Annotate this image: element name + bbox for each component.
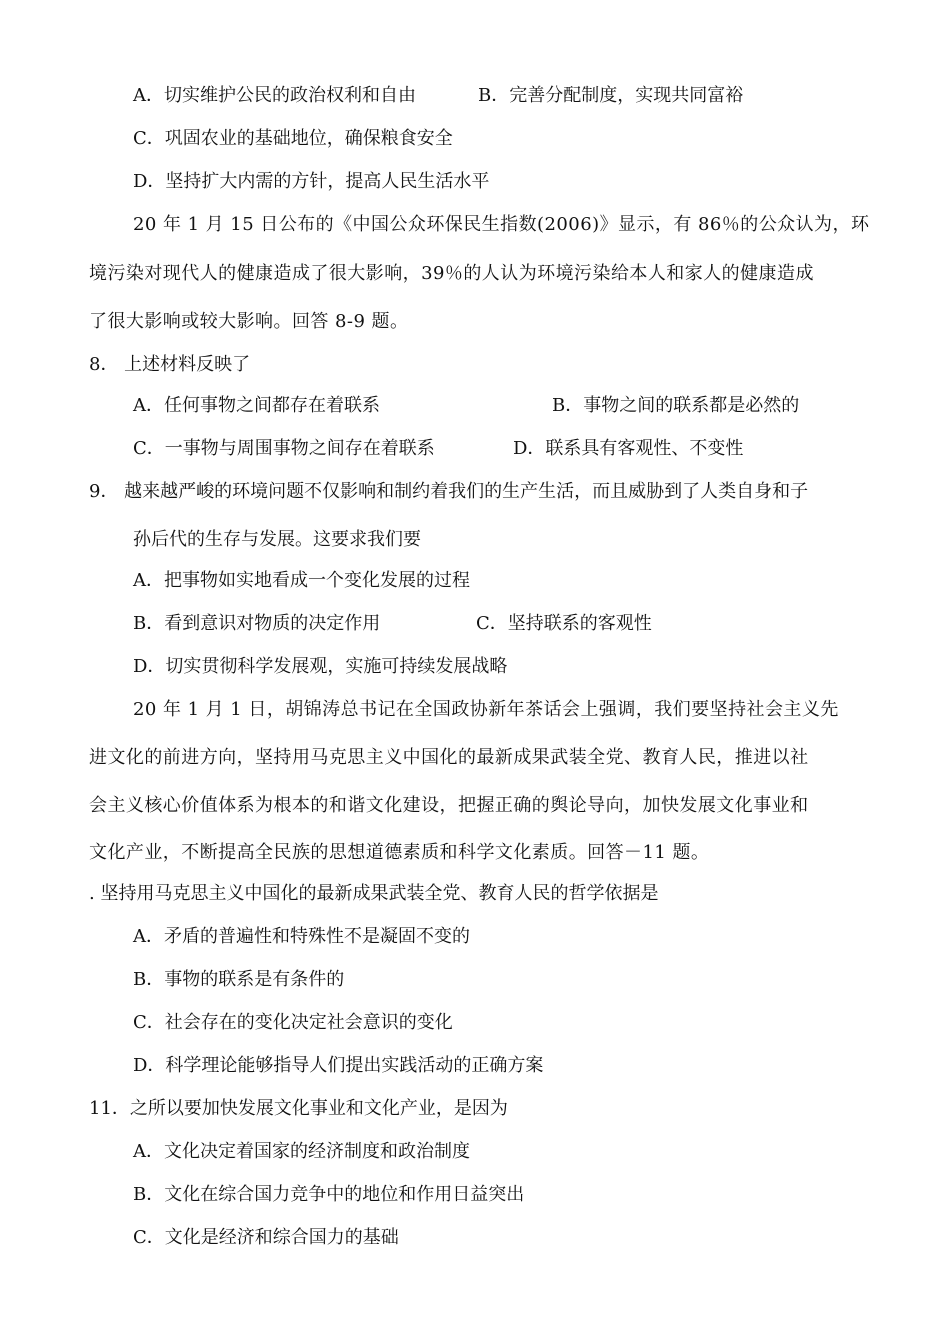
material-2-line-2: 进文化的前进方向，坚持用马克思主义中国化的最新成果武装全党、教育人民，推进以社 [89, 747, 809, 768]
question-10-option-d: D．科学理论能够指导人们提出实践活动的正确方案 [133, 1055, 544, 1076]
question-10-option-b: B．事物的联系是有条件的 [133, 969, 345, 990]
material-2-line-4: 文化产业，不断提高全民族的思想道德素质和科学文化素质。回答－11 题。 [89, 842, 710, 863]
question-11-option-b: B．文化在综合国力竞争中的地位和作用日益突出 [133, 1184, 525, 1205]
question-8-option-d: D．联系具有客观性、不变性 [513, 438, 744, 459]
question-8-option-a: A．任何事物之间都存在着联系 [133, 395, 380, 416]
question-9-stem-line-2: 孙后代的生存与发展。这要求我们要 [133, 529, 421, 550]
question-11-option-c: C．文化是经济和综合国力的基础 [133, 1227, 399, 1248]
question-10-option-a: A．矛盾的普遍性和特殊性不是凝固不变的 [133, 926, 470, 947]
question-9-stem-line-1: 9． 越来越严峻的环境问题不仅影响和制约着我们的生产生活，而且威胁到了人类自身和子 [89, 481, 809, 502]
question-9-option-c: C．坚持联系的客观性 [476, 613, 652, 634]
material-1-line-2: 境污染对现代人的健康造成了很大影响，39％的人认为环境污染给本人和家人的健康造成 [89, 263, 814, 284]
material-1-line-1: 20 年 1 月 15 日公布的《中国公众环保民生指数(2006)》显示，有 86％的公众认为，环 [133, 214, 870, 235]
top-option-a: A．切实维护公民的政治权利和自由 [133, 85, 416, 106]
question-10-stem: . 坚持用马克思主义中国化的最新成果武装全党、教育人民的哲学依据是 [89, 883, 659, 904]
material-2-line-1: 20 年 1 月 1 日，胡锦涛总书记在全国政协新年茶话会上强调，我们要坚持社会主义先 [133, 699, 839, 720]
question-9-option-d: D．切实贯彻科学发展观，实施可持续发展战略 [133, 656, 508, 677]
top-option-d: D．坚持扩大内需的方针，提高人民生活水平 [133, 171, 490, 192]
material-1-line-3: 了很大影响或较大影响。回答 8-9 题。 [89, 311, 409, 332]
question-11-option-a: A．文化决定着国家的经济制度和政治制度 [133, 1141, 470, 1162]
material-2-line-3: 会主义核心价值体系为根本的和谐文化建设，把握正确的舆论导向，加快发展文化事业和 [89, 795, 809, 816]
question-10-option-c: C．社会存在的变化决定社会意识的变化 [133, 1012, 453, 1033]
question-8-option-b: B．事物之间的联系都是必然的 [552, 395, 800, 416]
top-option-c: C．巩固农业的基础地位，确保粮食安全 [133, 128, 453, 149]
question-9-option-b: B．看到意识对物质的决定作用 [133, 613, 381, 634]
question-8-option-c: C．一事物与周围事物之间存在着联系 [133, 438, 435, 459]
question-11-stem: 11．之所以要加快发展文化事业和文化产业，是因为 [89, 1098, 508, 1119]
question-9-option-a: A．把事物如实地看成一个变化发展的过程 [133, 570, 470, 591]
top-option-b: B．完善分配制度，实现共同富裕 [478, 85, 744, 106]
question-8-stem: 8． 上述材料反映了 [89, 354, 251, 375]
